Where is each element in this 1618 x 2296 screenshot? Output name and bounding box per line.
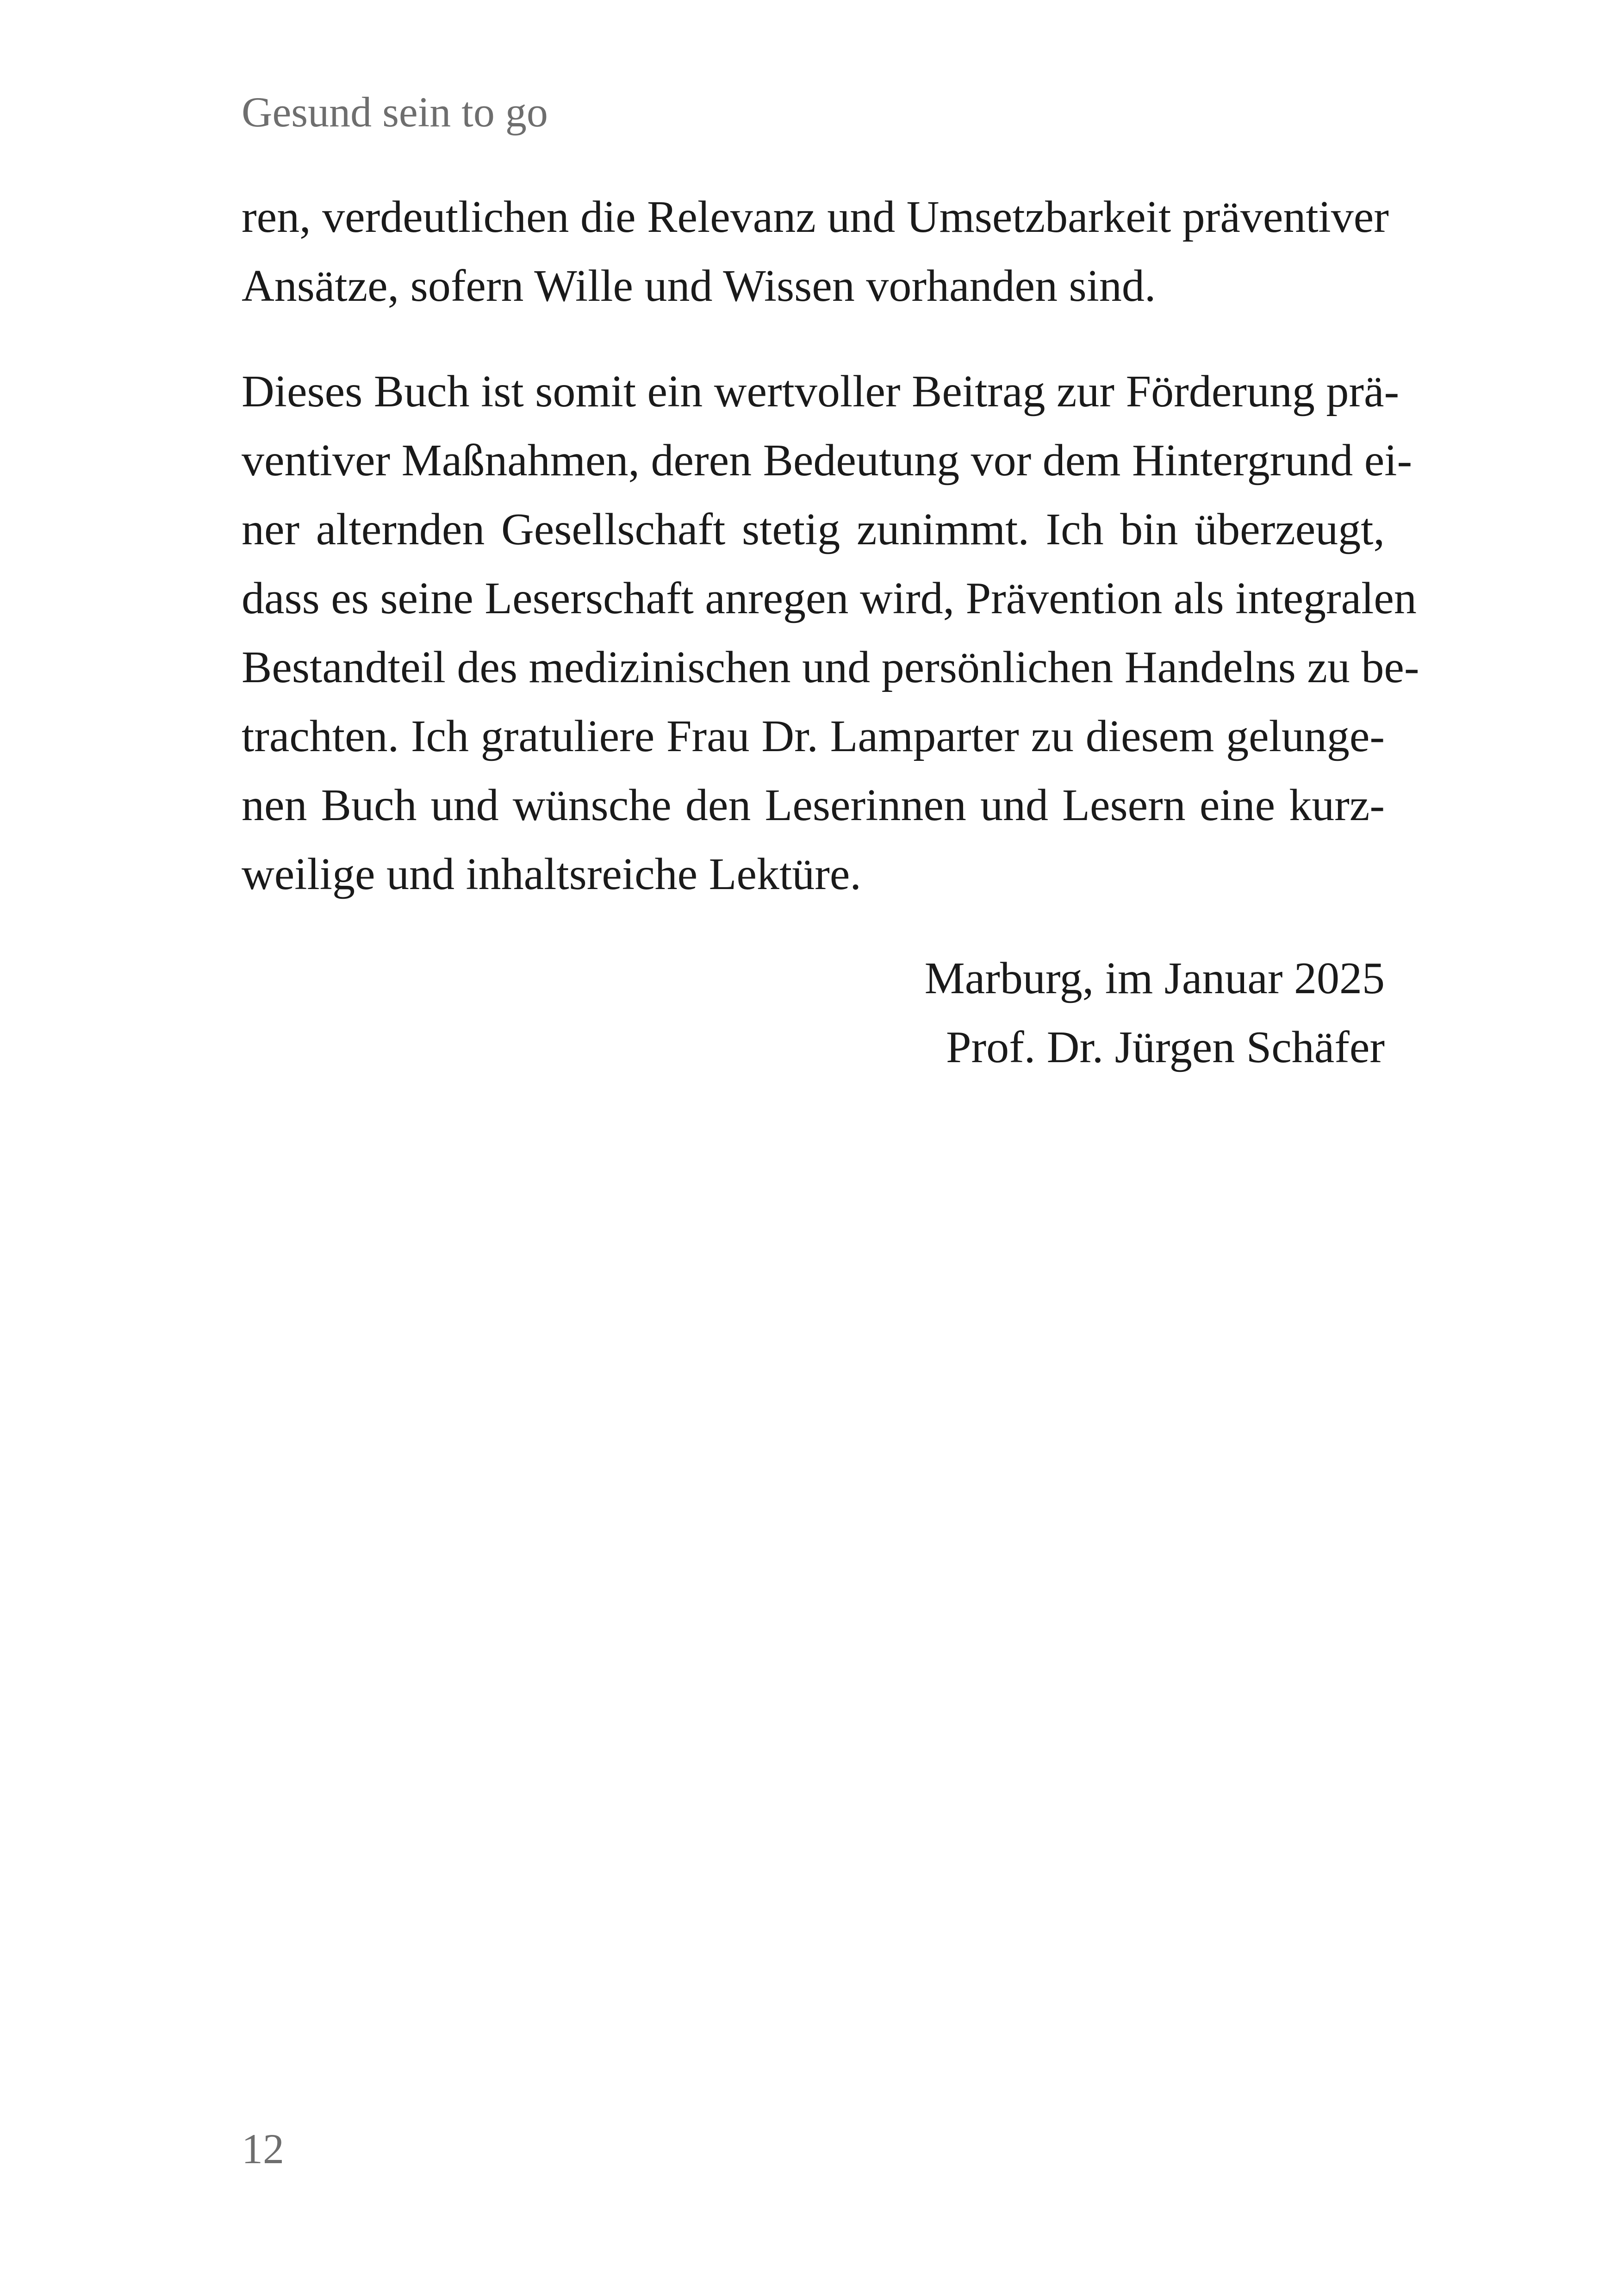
text-line: ren, verdeutlichen die Relevanz und Umsetzbarkeit präventiver: [242, 192, 1389, 242]
running-header: Gesund sein to go: [242, 88, 548, 136]
paragraph: [242, 183, 1389, 321]
text-line: Dieses Buch ist somit ein wertvoller Beitrag zur Förderung prä-: [242, 367, 1400, 417]
author-name: Prof. Dr. Jürgen Schäfer: [946, 1022, 1385, 1072]
text-line: ner alternden Gesellschaft stetig zunimmt. Ich bin überzeugt,: [242, 504, 1385, 554]
paragraph: [242, 357, 1419, 909]
page-number: 12: [242, 2125, 284, 2172]
body-text: [242, 183, 1419, 909]
text-line: weilige und inhaltsreiche Lektüre.: [242, 849, 861, 899]
place-date: Marburg, im Januar 2025: [924, 953, 1385, 1003]
paragraph-spacer: [242, 321, 1385, 357]
text-line: ventiver Maßnahmen, deren Bedeutung vor dem Hintergrund ei-: [242, 436, 1413, 485]
signature-block: [648, 944, 1385, 1082]
text-line: trachten. Ich gratuliere Frau Dr. Lamparter zu diesem gelunge-: [242, 711, 1385, 761]
text-line: nen Buch und wünsche den Leserinnen und Lesern eine kurz-: [242, 780, 1385, 830]
text-line: Ansätze, sofern Wille und Wissen vorhanden sind.: [242, 261, 1156, 311]
text-line: Bestandteil des medizinischen und persönlichen Handelns zu be-: [242, 642, 1419, 692]
text-line: dass es seine Leserschaft anregen wird, Prävention als integralen: [242, 573, 1417, 623]
